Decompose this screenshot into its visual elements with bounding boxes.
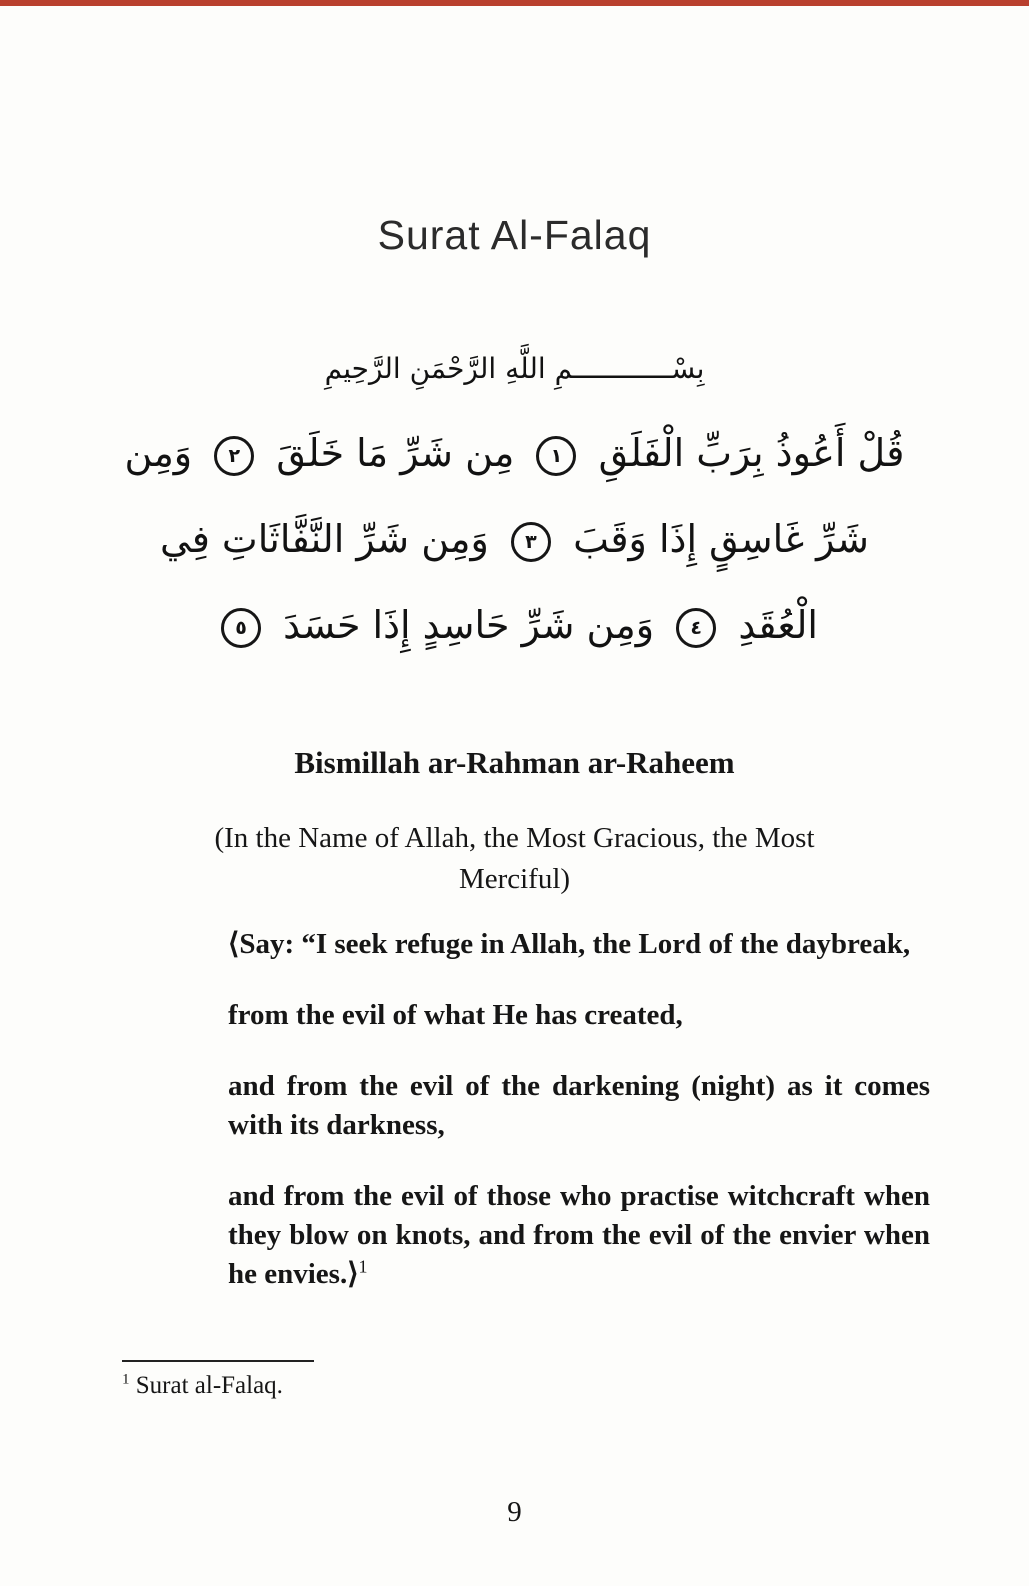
arabic-verse-line-1 (0, 410, 1029, 496)
translation-verse-2 (228, 996, 930, 1035)
bismillah-translation: (In the Name of Allah, the Most Gracious, the Most Merciful) (214, 822, 815, 895)
translation-verse-4 (228, 1177, 930, 1294)
arabic-text: قُلْ أَعُوذُ بِرَبِّ الْفَلَقِ (598, 431, 905, 475)
verse-text: from the evil of what He has created, (228, 999, 683, 1031)
footnote-reference-marker: 1 (358, 1256, 368, 1277)
bismillah-heading: Bismillah ar-Rahman ar-Raheem (294, 745, 735, 780)
ayah-number-3: ٣ (511, 522, 551, 562)
arabic-verse-line-3 (0, 582, 1029, 668)
translation-verse-3 (228, 1067, 930, 1145)
translation-block (228, 925, 930, 1326)
footnote (122, 1372, 283, 1400)
ayah-number-2: ٢ (214, 436, 254, 476)
scan-edge-artifact (0, 0, 1029, 6)
arabic-text: شَرِّ غَاسِقٍ إِذَا وَقَبَ (573, 517, 869, 561)
arabic-text: وَمِن شَرِّ النَّفَّاثَاتِ فِي (160, 517, 489, 561)
translation-verse-1 (228, 925, 930, 964)
arabic-verse-line-2 (0, 496, 1029, 582)
verse-text: and from the evil of the darkening (night) as it comes with its darkness, (228, 1070, 930, 1141)
ayah-number-4: ٤ (676, 608, 716, 648)
bismillah-arabic: بِسْــــــــــــمِ اللَّهِ الرَّحْمَنِ الرَّحِيمِ (324, 352, 705, 385)
footnote-text: Surat al-Falaq. (135, 1372, 283, 1399)
ayah-number-5: ٥ (221, 608, 261, 648)
page-number: 9 (507, 1496, 522, 1528)
verse-text: and from the evil of those who practise witchcraft when they blow on knots, and from the evil of the envier when he envies.⟩ (228, 1180, 930, 1290)
arabic-text: وَمِن شَرِّ حَاسِدٍ إِذَا حَسَدَ (283, 603, 655, 647)
footnote-marker: 1 (122, 1371, 130, 1388)
page-title: Surat Al-Falaq (377, 212, 652, 258)
footnote-divider (122, 1360, 314, 1362)
arabic-text: الْعُقَدِ (738, 603, 818, 647)
arabic-quran-block (0, 342, 1029, 668)
verse-text: ⟨Say: “I seek refuge in Allah, the Lord of the daybreak, (228, 928, 911, 960)
ayah-number-1: ١ (536, 436, 576, 476)
arabic-text: مِن شَرِّ مَا خَلَقَ (276, 431, 515, 475)
arabic-text: وَمِن (124, 431, 193, 475)
